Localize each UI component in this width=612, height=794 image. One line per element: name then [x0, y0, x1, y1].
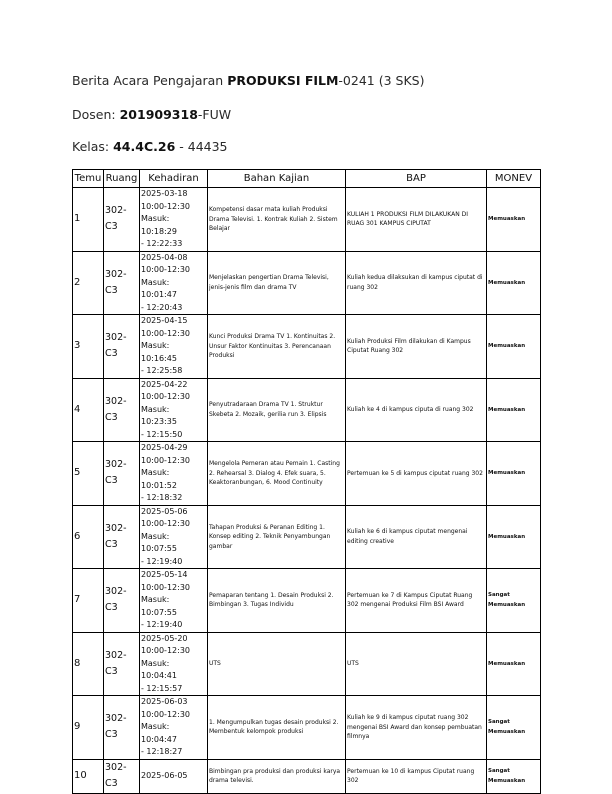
col-header-bap: BAP	[346, 170, 487, 188]
room-cell	[104, 696, 140, 760]
table-row	[73, 251, 541, 315]
room-code: C3	[105, 221, 118, 233]
check-out: - 12:19:40	[141, 556, 183, 566]
check-out: - 12:20:43	[141, 302, 183, 312]
room-cell	[104, 632, 140, 696]
session-time: 10:00-12:30	[141, 328, 190, 338]
meeting-number: 3	[73, 315, 104, 379]
room-building: 302-	[105, 332, 127, 344]
lecturer-suffix: -FUW	[197, 107, 232, 122]
bap-notes: Kuliah ke 9 di kampus ciputat ruang 302 mengenai BSI Award dan konsep pembuatan filmnya	[346, 696, 487, 760]
room-building: 302-	[105, 762, 127, 773]
session-time: 10:00-12:30	[141, 582, 190, 592]
col-header-ruang: Ruang	[104, 170, 140, 188]
session-time: 10:00-12:30	[141, 455, 190, 465]
session-date: 2025-05-14	[141, 570, 188, 579]
room-code: C3	[105, 475, 118, 487]
check-in: Masuk: 10:16:45	[141, 341, 177, 363]
attendance-cell	[140, 632, 208, 696]
table-row	[73, 188, 541, 252]
meeting-number: 4	[73, 378, 104, 442]
meeting-number: 9	[73, 696, 104, 760]
col-header-temu: Temu	[73, 170, 104, 188]
col-header-monev: MONEV	[487, 170, 541, 188]
bap-notes: Pertemuan ke 10 di kampus Ciputat ruang 302	[346, 759, 487, 793]
room-cell	[104, 251, 140, 315]
monev-rating: Memuaskan	[487, 315, 541, 379]
check-out: - 12:15:57	[141, 683, 183, 693]
session-time: 10:00-12:30	[141, 392, 190, 401]
attendance-cell	[140, 696, 208, 760]
bap-notes: Kuliah Produksi Film dilakukan di Kampus Ciputat Ruang 302	[346, 315, 487, 379]
meeting-number: 1	[73, 188, 104, 252]
check-out: - 12:15:50	[141, 429, 183, 439]
check-out: - 12:18:27	[141, 747, 183, 756]
course-code: -0241 (3 SKS)	[338, 73, 425, 88]
study-material: UTS	[208, 632, 346, 696]
room-cell	[104, 505, 140, 569]
lecturer-id: 201909318	[119, 107, 198, 122]
bap-notes: UTS	[346, 632, 487, 696]
meeting-number: 2	[73, 251, 104, 315]
monev-rating: Sangat Memuaskan	[487, 696, 541, 760]
table-row	[73, 315, 541, 379]
room-building: 302-	[105, 459, 127, 471]
room-cell	[104, 759, 140, 793]
session-date: 2025-05-06	[141, 506, 188, 516]
table-header-row	[73, 170, 541, 188]
session-date: 2025-03-18	[141, 189, 188, 198]
table-row	[73, 505, 541, 569]
study-material: Penyutradaraan Drama TV 1. Struktur Skebeta 2. Mozaik, gerilia run 3. Elipsis	[208, 378, 346, 442]
meeting-number: 7	[73, 569, 104, 633]
study-material: Kunci Produksi Drama TV 1. Kontinuitas 2. Unsur Faktor Kontinuitas 3. Perencanaan Produksi	[208, 315, 346, 379]
attendance-cell	[140, 315, 208, 379]
meeting-number: 8	[73, 632, 104, 696]
monev-rating: Memuaskan	[487, 442, 541, 506]
study-material: 1. Mengumpulkan tugas desain produksi 2. Membentuk kelompok produksi	[208, 696, 346, 760]
study-material: Pemaparan tentang 1. Desain Produksi 2. Bimbingan 3. Tugas Individu	[208, 569, 346, 633]
room-code: C3	[105, 284, 118, 296]
session-time: 10:00-12:30	[141, 646, 190, 655]
check-in: Masuk: 10:04:41	[141, 658, 177, 680]
room-building: 302-	[105, 268, 127, 280]
table-row	[73, 696, 541, 760]
course-name: PRODUKSI FILM	[227, 73, 339, 88]
room-building: 302-	[105, 395, 127, 407]
room-code: C3	[105, 538, 118, 550]
room-cell	[104, 569, 140, 633]
attendance-cell	[140, 569, 208, 633]
table-row	[73, 759, 541, 793]
session-date: 2025-04-29	[141, 443, 188, 452]
attendance-cell	[140, 442, 208, 506]
room-code: C3	[105, 778, 118, 789]
room-code: C3	[105, 602, 118, 614]
check-in: Masuk: 10:04:47	[141, 722, 177, 744]
bap-notes: Kuliah kedua dilaksukan di kampus ciputat di ruang 302	[346, 251, 487, 315]
study-material: Bimbingan pra produksi dan produksi karya drama televisi.	[208, 759, 346, 793]
room-building: 302-	[105, 522, 127, 534]
session-time: 10:00-12:30	[141, 709, 190, 719]
bap-notes: Pertemuan ke 5 di kampus ciputat ruang 302	[346, 442, 487, 506]
check-in: Masuk: 10:07:55	[141, 531, 177, 553]
room-code: C3	[105, 411, 118, 423]
room-building: 302-	[105, 586, 127, 598]
session-date: 2025-04-22	[141, 379, 188, 389]
check-out: - 12:22:33	[141, 239, 183, 248]
room-code: C3	[105, 665, 118, 677]
document-title	[72, 73, 424, 88]
meeting-number: 10	[73, 759, 104, 793]
session-date: 2025-04-15	[141, 316, 188, 325]
monev-rating: Sangat Memuaskan	[487, 569, 541, 633]
check-out: - 12:18:32	[141, 493, 183, 502]
bap-notes: Kuliah ke 4 di kampus ciputa di ruang 302	[346, 378, 487, 442]
monev-rating: Memuaskan	[487, 505, 541, 569]
study-material: Tahapan Produksi & Peranan Editing 1. Konsep editing 2. Teknik Penyambungan gambar	[208, 505, 346, 569]
check-in: Masuk: 10:01:52	[141, 468, 177, 490]
bap-notes: Kuliah ke 6 di kampus ciputat mengenai editing creative	[346, 505, 487, 569]
bap-notes: Pertemuan ke 7 di Kampus Ciputat Ruang 302 mengenai Produksi Film BSI Award	[346, 569, 487, 633]
lecturer-label: Dosen:	[72, 107, 116, 122]
check-in: Masuk: 10:18:29	[141, 214, 177, 236]
study-material: Kompetensi dasar mata kuliah Produksi Drama Televisi. 1. Kontrak Kuliah 2. Sistem Belajar	[208, 188, 346, 252]
study-material: Menjelaskan pengertian Drama Televisi, jenis-jenis film dan drama TV	[208, 251, 346, 315]
session-date: 2025-05-20	[141, 633, 188, 643]
table-row	[73, 569, 541, 633]
attendance-cell	[140, 378, 208, 442]
room-cell	[104, 378, 140, 442]
monev-rating: Memuaskan	[487, 251, 541, 315]
session-date: 2025-06-05	[141, 770, 188, 780]
table-row	[73, 442, 541, 506]
check-out: - 12:19:40	[141, 620, 183, 629]
table-row	[73, 632, 541, 696]
room-building: 302-	[105, 649, 127, 661]
attendance-table	[72, 169, 541, 794]
session-time: 10:00-12:30	[141, 201, 190, 211]
monev-rating: Memuaskan	[487, 188, 541, 252]
lecturer-line	[72, 107, 231, 122]
bap-notes: KULIAH 1 PRODUKSI FILM DILAKUKAN DI RUAG 301 KAMPUS CIPUTAT	[346, 188, 487, 252]
room-cell	[104, 315, 140, 379]
class-label: Kelas:	[72, 139, 110, 154]
col-header-kehadiran: Kehadiran	[140, 170, 208, 188]
monev-rating: Sangat Memuaskan	[487, 759, 541, 793]
meeting-number: 5	[73, 442, 104, 506]
check-in: Masuk: 10:07:55	[141, 595, 177, 617]
room-building: 302-	[105, 205, 127, 217]
class-code: 44.4C.26	[113, 139, 176, 154]
monev-rating: Memuaskan	[487, 378, 541, 442]
session-date: 2025-04-08	[141, 252, 188, 262]
room-code: C3	[105, 729, 118, 741]
attendance-cell	[140, 505, 208, 569]
room-code: C3	[105, 348, 118, 360]
check-in: Masuk: 10:01:47	[141, 277, 177, 299]
attendance-cell	[140, 188, 208, 252]
meeting-number: 6	[73, 505, 104, 569]
monev-rating: Memuaskan	[487, 632, 541, 696]
class-line	[72, 139, 228, 154]
room-cell	[104, 442, 140, 506]
class-suffix: - 44435	[175, 139, 228, 154]
room-building: 302-	[105, 713, 127, 725]
title-prefix: Berita Acara Pengajaran	[72, 73, 224, 88]
col-header-bahan-kajian: Bahan Kajian	[208, 170, 346, 188]
session-time: 10:00-12:30	[141, 519, 190, 528]
room-cell	[104, 188, 140, 252]
attendance-cell	[140, 759, 208, 793]
session-time: 10:00-12:30	[141, 265, 190, 274]
table-row	[73, 378, 541, 442]
attendance-cell	[140, 251, 208, 315]
session-date: 2025-06-03	[141, 697, 188, 706]
study-material: Mengelola Pemeran atau Pemain 1. Casting 2. Rehearsal 3. Dialog 4. Efek suara, 5. Keaktoranbungan, 6. Mood Continuity	[208, 442, 346, 506]
check-out: - 12:25:58	[141, 366, 183, 375]
check-in: Masuk: 10:23:35	[141, 404, 177, 426]
